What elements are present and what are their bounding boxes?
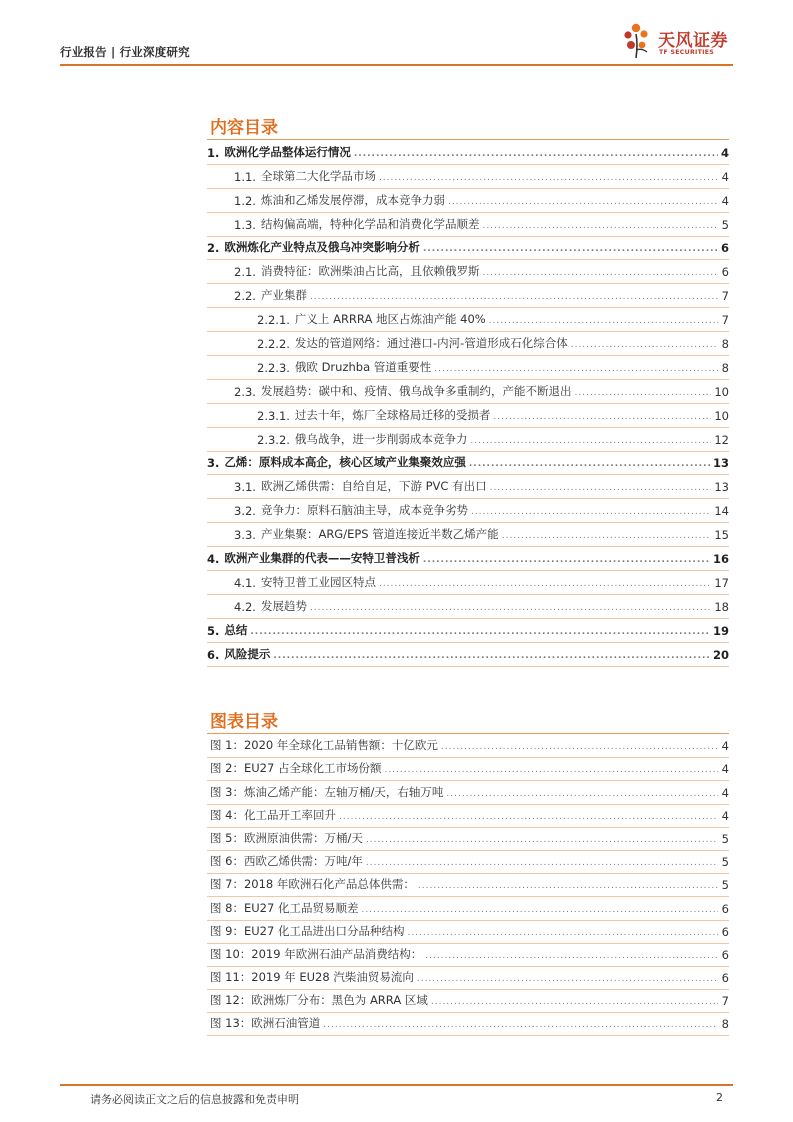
toc-entry-number: 2.3.1.	[257, 408, 290, 423]
toc-leader-dots	[482, 221, 718, 232]
figure-entry-text: 图 13：欧洲石油管道	[210, 1016, 321, 1031]
toc-entry-page: 7	[721, 289, 729, 304]
toc-entry-page: 4	[721, 193, 729, 208]
toc-entry-number: 2.2.	[234, 289, 256, 304]
toc-entry-page: 10	[714, 384, 729, 399]
toc-entry-number: 2.2.3.	[257, 360, 290, 375]
figure-entry[interactable]	[207, 851, 729, 874]
figure-leader-dots	[384, 765, 718, 776]
toc-entry-text: 欧洲乙烯供需：自给自足，下游 PVC 有出口	[260, 479, 487, 494]
header-divider	[60, 64, 733, 66]
figure-entry-text: 图 10：2019 年欧洲石油产品消费结构：	[210, 946, 423, 961]
toc-leader-dots	[379, 579, 711, 590]
toc-entry[interactable]	[207, 237, 729, 261]
toc-leader-dots	[354, 149, 718, 160]
figure-entry-text: 图 8：EU27 化工品贸易顺差	[210, 900, 359, 915]
toc-leader-dots	[470, 436, 711, 447]
figure-entry-text: 图 5：欧洲原油供需：万桶/天	[210, 830, 363, 845]
figure-entry-page: 4	[721, 785, 729, 800]
figure-leader-dots	[417, 974, 718, 985]
figures-list	[207, 735, 729, 1036]
toc-leader-dots	[571, 340, 718, 351]
toc-entry-text: 产业集群	[260, 288, 307, 303]
figure-entry[interactable]	[207, 944, 729, 967]
toc-leader-dots	[469, 459, 710, 470]
figure-leader-dots	[323, 1020, 718, 1031]
logo-text-cn: 天风证券	[658, 31, 728, 51]
toc-entry[interactable]	[207, 571, 729, 595]
figure-entry[interactable]	[207, 921, 729, 944]
figure-entry-text: 图 9：EU27 化工品进出口分品种结构	[210, 923, 405, 938]
figure-leader-dots	[431, 997, 718, 1008]
figures-title: 图表目录	[210, 712, 278, 732]
figure-entry-page: 5	[721, 855, 729, 870]
toc-entry-page: 13	[712, 456, 729, 471]
figure-entry[interactable]	[207, 805, 729, 828]
toc-entry-page: 19	[712, 623, 729, 638]
figure-entry-page: 5	[721, 878, 729, 893]
figure-entry-text: 图 11：2019 年 EU28 汽柴油贸易流向	[210, 970, 414, 985]
toc-entry-page: 16	[712, 552, 729, 567]
figure-leader-dots	[366, 858, 718, 869]
toc-entry-text: 欧洲炼化产业特点及俄乌冲突影响分析	[224, 240, 420, 255]
toc-entry-page: 6	[721, 265, 729, 280]
toc-entry-text: 发达的管道网络：通过港口-内河-管道形成石化综合体	[294, 336, 568, 351]
toc-list	[207, 141, 729, 667]
toc-entry[interactable]	[207, 452, 729, 476]
figures-title-rule	[207, 733, 729, 734]
toc-leader-dots	[482, 268, 718, 279]
toc-entry-page: 12	[714, 432, 729, 447]
toc-entry[interactable]	[207, 475, 729, 499]
toc-entry-number: 1.3.	[234, 217, 256, 232]
toc-leader-dots	[250, 627, 710, 638]
toc-leader-dots	[310, 603, 711, 614]
figure-entry[interactable]	[207, 828, 729, 851]
figure-entry-page: 4	[721, 762, 729, 777]
toc-leader-dots	[434, 364, 718, 375]
footer-divider	[60, 1084, 733, 1086]
toc-entry[interactable]	[207, 428, 729, 452]
toc-entry-number: 3.3.	[234, 528, 256, 543]
toc-entry-number: 1.	[207, 145, 220, 160]
figure-entry-page: 5	[721, 831, 729, 846]
toc-entry-number: 2.	[207, 241, 220, 256]
toc-entry-number: 3.1.	[234, 480, 256, 495]
logo-flower-icon	[622, 22, 654, 60]
figure-leader-dots	[339, 812, 718, 823]
toc-entry[interactable]	[207, 165, 729, 189]
toc-entry[interactable]	[207, 499, 729, 523]
toc-entry[interactable]	[207, 547, 729, 571]
toc-leader-dots	[423, 555, 710, 566]
toc-entry[interactable]	[207, 141, 729, 165]
figure-entry-page: 6	[721, 947, 729, 962]
toc-entry-page: 17	[714, 575, 729, 590]
figure-entry[interactable]	[207, 735, 729, 758]
toc-entry-page: 8	[721, 360, 729, 375]
toc-entry-page: 14	[714, 504, 729, 519]
figure-entry[interactable]	[207, 874, 729, 897]
toc-leader-dots	[379, 173, 718, 184]
toc-entry-text: 欧洲产业集群的代表——安特卫普浅析	[224, 551, 420, 566]
figure-entry-text: 图 1：2020 年全球化工品销售额：十亿欧元	[210, 738, 438, 753]
toc-entry-page: 10	[714, 408, 729, 423]
toc-entry-text: 全球第二大化学品市场	[260, 168, 376, 183]
toc-entry-page: 13	[714, 480, 729, 495]
toc-entry-number: 3.	[207, 456, 220, 471]
toc-leader-dots	[502, 531, 712, 542]
figure-entry[interactable]	[207, 967, 729, 990]
toc-entry-number: 1.1.	[234, 169, 256, 184]
toc-leader-dots	[489, 316, 718, 327]
toc-leader-dots	[490, 483, 712, 494]
toc-entry-number: 2.1.	[234, 265, 256, 280]
footer-disclaimer: 请务必阅读正文之后的信息披露和免责申明	[90, 1093, 299, 1106]
page-number: 2	[716, 1091, 723, 1104]
toc-entry-number: 4.	[207, 552, 220, 567]
toc-entry[interactable]	[207, 404, 729, 428]
toc-entry-text: 欧洲化学品整体运行情况	[224, 144, 351, 159]
figure-entry-text: 图 3：炼油乙烯产能：左轴万桶/天，右轴万吨	[210, 784, 444, 799]
toc-entry-text: 乙烯：原料成本高企，核心区域产业集聚效应强	[224, 455, 466, 470]
toc-entry-page: 4	[720, 145, 729, 160]
toc-leader-dots	[471, 507, 711, 518]
figure-entry[interactable]	[207, 1013, 729, 1036]
toc-entry[interactable]	[207, 284, 729, 308]
toc-leader-dots	[493, 412, 711, 423]
figure-leader-dots	[425, 951, 718, 962]
figure-entry-text: 图 2：EU27 占全球化工市场份额	[210, 761, 382, 776]
toc-entry-number: 2.3.2.	[257, 432, 290, 447]
figure-entry-page: 6	[721, 901, 729, 916]
toc-entry-number: 5.	[207, 623, 220, 638]
toc-title-rule	[207, 139, 729, 140]
figure-leader-dots	[361, 905, 718, 916]
figure-entry-page: 6	[721, 971, 729, 986]
toc-entry[interactable]	[207, 643, 729, 667]
toc-entry-text: 结构偏高端，特种化学品和消费化学品顺差	[260, 216, 480, 231]
toc-entry-page: 4	[721, 169, 729, 184]
toc-entry-text: 消费特征：欧洲柴油占比高，且依赖俄罗斯	[260, 264, 480, 279]
figure-entry-text: 图 6：西欧乙烯供需：万吨/年	[210, 854, 363, 869]
toc-entry-page: 20	[712, 647, 729, 662]
toc-entry[interactable]	[207, 260, 729, 284]
toc-entry[interactable]	[207, 619, 729, 643]
toc-entry-number: 2.3.	[234, 384, 256, 399]
figure-entry-text: 图 7：2018 年欧洲石化产品总体供需：	[210, 877, 415, 892]
report-category: 行业报告 | 行业深度研究	[60, 45, 190, 59]
figure-leader-dots	[407, 928, 718, 939]
toc-entry-number: 4.2.	[234, 599, 256, 614]
toc-entry[interactable]	[207, 213, 729, 237]
toc-entry-page: 15	[714, 528, 729, 543]
toc-entry-text: 安特卫普工业园区特点	[260, 574, 376, 589]
figure-leader-dots	[446, 789, 718, 800]
toc-entry-number: 6.	[207, 647, 220, 662]
figure-entry-text: 图 12：欧洲炼厂分布：黑色为 ARRA 区域	[210, 993, 428, 1008]
toc-entry-page: 8	[721, 337, 729, 352]
figure-leader-dots	[418, 881, 718, 892]
toc-entry-text: 炼油和乙烯发展停滞，成本竞争力弱	[260, 192, 445, 207]
toc-leader-dots	[448, 197, 718, 208]
toc-leader-dots	[574, 388, 711, 399]
toc-entry-text: 广义上 ARRRA 地区占炼油产能 40%	[294, 312, 486, 327]
toc-entry-number: 2.2.2.	[257, 337, 290, 352]
company-logo	[622, 20, 740, 64]
toc-title: 内容目录	[210, 118, 278, 138]
figure-leader-dots	[366, 835, 718, 846]
toc-entry-text: 过去十年，炼厂全球格局迁移的受损者	[294, 407, 491, 422]
toc-entry[interactable]	[207, 308, 729, 332]
toc-entry-page: 5	[721, 217, 729, 232]
toc-entry[interactable]	[207, 380, 729, 404]
figure-entry-page: 4	[721, 739, 729, 754]
toc-leader-dots	[423, 244, 718, 255]
toc-entry[interactable]	[207, 332, 729, 356]
toc-entry-text: 总结	[224, 622, 248, 637]
toc-entry-text: 发展趋势	[260, 598, 307, 613]
toc-entry-text: 风险提示	[224, 646, 271, 661]
toc-entry-page: 6	[720, 241, 729, 256]
toc-entry-number: 3.2.	[234, 504, 256, 519]
figure-entry-page: 8	[721, 1017, 729, 1032]
figure-entry-page: 4	[721, 808, 729, 823]
toc-entry-number: 1.2.	[234, 193, 256, 208]
toc-entry-text: 俄欧 Druzhba 管道重要性	[294, 359, 432, 374]
logo-text-en: TF SECURITIES	[659, 49, 715, 56]
figure-leader-dots	[441, 742, 718, 753]
toc-entry[interactable]	[207, 595, 729, 619]
toc-leader-dots	[273, 651, 710, 662]
toc-entry-text: 发展趋势：碳中和、疫情、俄乌战争多重制约，产能不断退出	[260, 383, 572, 398]
toc-entry-page: 18	[714, 599, 729, 614]
toc-entry[interactable]	[207, 356, 729, 380]
toc-entry-page: 7	[721, 313, 729, 328]
figure-entry[interactable]	[207, 781, 729, 804]
figure-entry-page: 7	[721, 994, 729, 1009]
toc-entry-text: 俄乌战争，进一步削弱成本竞争力	[294, 431, 468, 446]
figure-entry-page: 6	[721, 924, 729, 939]
toc-entry-text: 产业集聚：ARG/EPS 管道连接近半数乙烯产能	[260, 527, 499, 542]
toc-entry-number: 2.2.1.	[257, 313, 290, 328]
toc-entry-text: 竞争力：原料石脑油主导，成本竞争劣势	[260, 503, 468, 518]
figure-entry[interactable]	[207, 758, 729, 781]
figure-entry[interactable]	[207, 990, 729, 1013]
toc-entry-number: 4.1.	[234, 575, 256, 590]
toc-entry[interactable]	[207, 189, 729, 213]
toc-leader-dots	[310, 292, 718, 303]
figure-entry[interactable]	[207, 897, 729, 920]
toc-entry[interactable]	[207, 523, 729, 547]
figure-entry-text: 图 4：化工品开工率回升	[210, 807, 336, 822]
